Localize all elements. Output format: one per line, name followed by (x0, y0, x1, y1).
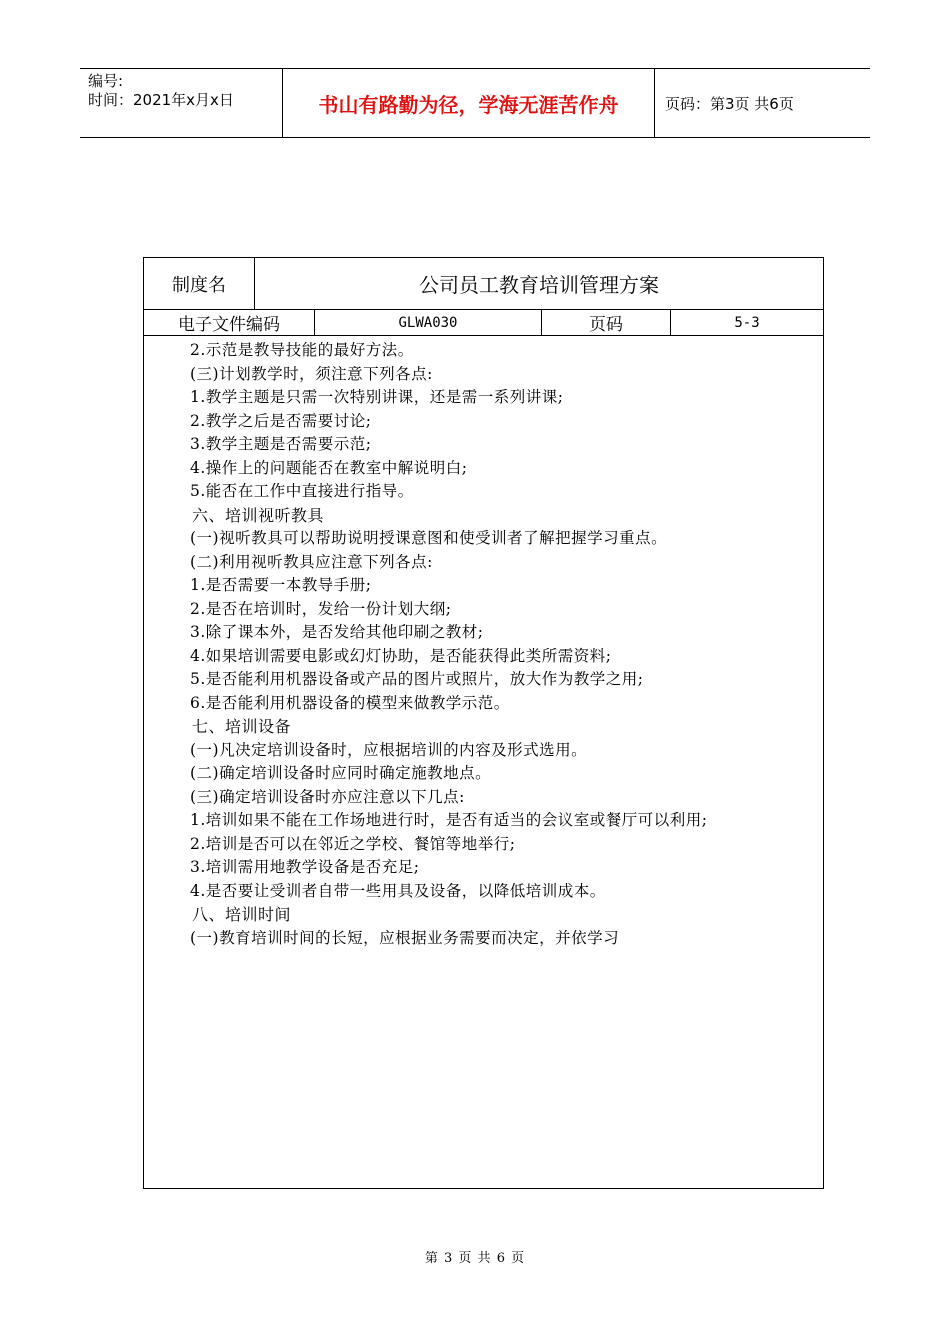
body-line: 4.是否要让受训者自带一些用具及设备，以降低培训成本。 (190, 881, 606, 900)
body-line: 5.是否能利用机器设备或产品的图片或照片，放大作为教学之用; (190, 670, 644, 688)
body-line: 1.培训如果不能在工作场地进行时，是否有适当的会议室或餐厅可以利用; (190, 811, 708, 829)
section-heading: 八、培训时间 (192, 905, 292, 924)
document-date: 时间：2021年x月x日 (88, 91, 234, 109)
document-number-label: 编号: (88, 72, 124, 90)
page-number-value: 5-3 (734, 314, 760, 331)
header-meta (80, 69, 282, 137)
page-footer: 第 3 页 共 6 页 (424, 1251, 526, 1266)
body-line: 2.是否在培训时，发给一份计划大纲; (190, 599, 452, 618)
page-header (80, 68, 870, 138)
body-line: 2.培训是否可以在邻近之学校、餐馆等地举行; (190, 834, 516, 853)
body-line: 3.培训需用地教学设备是否充足; (190, 858, 420, 876)
section-heading: 六、培训视听教具 (192, 505, 325, 525)
body-line: 2.教学之后是否需要讨论; (190, 411, 372, 430)
body-line: 5.能否在工作中直接进行指导。 (190, 482, 414, 500)
file-code-label: 电子文件编码 (144, 310, 315, 335)
body-line: 1.教学主题是只需一次特别讲课，还是需一系列讲课; (190, 388, 564, 406)
header-motto: 书山有路勤为径，学海无涯苦作舟 (282, 69, 655, 137)
header-page-info: 页码：第3页 共6页 (665, 94, 794, 113)
doc-title-row (144, 258, 823, 310)
document-body (144, 336, 823, 950)
doc-meta-row (144, 310, 823, 336)
body-line: 2.示范是教导技能的最好方法。 (190, 341, 414, 359)
body-line: (二)利用视听教具应注意下列各点: (190, 552, 433, 571)
body-line: 4.操作上的问题能否在教室中解说明白; (190, 458, 468, 477)
policy-name-label: 制度名 (144, 258, 255, 309)
body-line: 6.是否能利用机器设备的模型来做教学示范。 (190, 693, 510, 712)
section-heading: 七、培训设备 (192, 717, 292, 736)
body-line: 3.教学主题是否需要示范; (190, 435, 372, 453)
body-line: 1.是否需要一本教导手册; (190, 576, 372, 594)
body-line: (三)确定培训设备时亦应注意以下几点: (190, 787, 465, 806)
policy-name-value: 公司员工教育培训管理方案 (419, 273, 659, 297)
file-code-value: GLWA030 (315, 310, 542, 335)
page-number-label: 页码 (542, 310, 671, 335)
body-line: (一)视听教具可以帮助说明授课意图和使受训者了解把握学习重点。 (190, 529, 668, 547)
body-line: (一)教育培训时间的长短，应根据业务需要而决定，并依学习 (190, 928, 620, 947)
body-line: 4.如果培训需要电影或幻灯协助，是否能获得此类所需资料; (190, 646, 612, 665)
document-frame (143, 257, 824, 1189)
body-line: 3.除了课本外，是否发给其他印刷之教材; (190, 623, 484, 641)
body-line: (二)确定培训设备时应同时确定施教地点。 (190, 764, 492, 782)
body-line: (三)计划教学时，须注意下列各点: (190, 364, 433, 383)
body-line: (一)凡决定培训设备时，应根据培训的内容及形式选用。 (190, 740, 588, 759)
